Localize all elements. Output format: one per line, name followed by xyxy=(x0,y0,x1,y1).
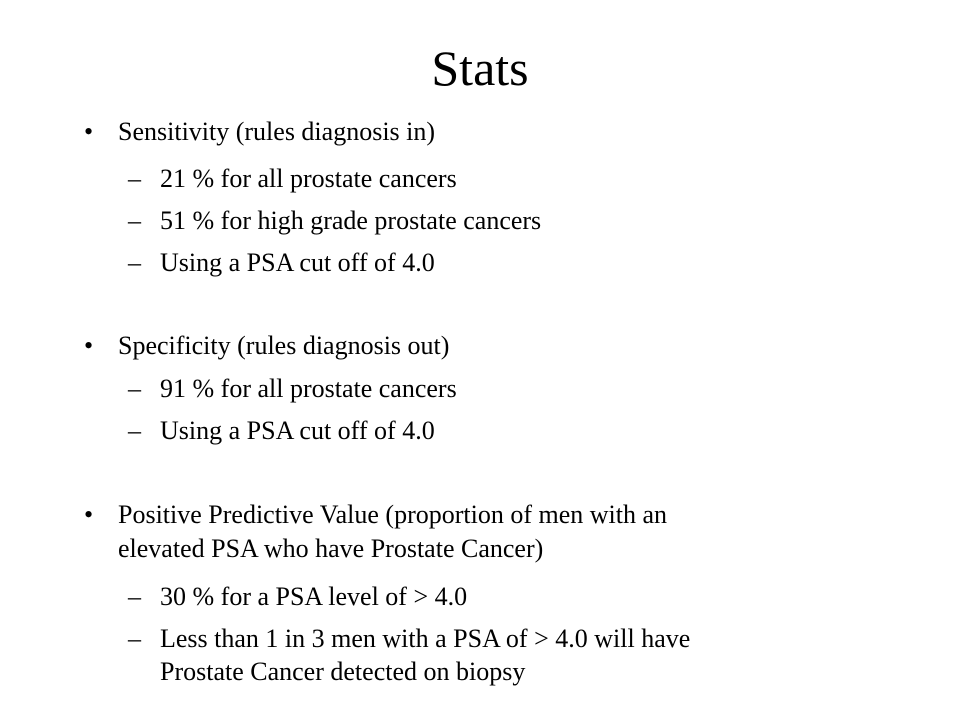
sub-bullet: 30 % for a PSA level of > 4.0 xyxy=(160,582,468,611)
sub-bullet: Using a PSA cut off of 4.0 xyxy=(160,248,435,277)
bullet-marker: • xyxy=(84,331,94,360)
bullet-specificity: Specificity (rules diagnosis out) xyxy=(118,331,450,360)
sub-bullet: 51 % for high grade prostate cancers xyxy=(160,206,542,235)
dash-marker: – xyxy=(128,206,141,235)
dash-marker: – xyxy=(128,248,141,277)
bullet-sensitivity: Sensitivity (rules diagnosis in) xyxy=(118,117,436,146)
dash-marker: – xyxy=(128,416,141,445)
sub-bullet-line2: Prostate Cancer detected on biopsy xyxy=(160,657,526,686)
sub-bullet: Using a PSA cut off of 4.0 xyxy=(160,416,435,445)
dash-marker: – xyxy=(128,624,141,653)
sub-bullet: 91 % for all prostate cancers xyxy=(160,374,457,403)
dash-marker: – xyxy=(128,374,141,403)
bullet-marker: • xyxy=(84,117,94,146)
bullet-marker: • xyxy=(84,500,94,529)
dash-marker: – xyxy=(128,582,141,611)
slide-title: Stats xyxy=(431,40,529,96)
bullet-ppv-line1: Positive Predictive Value (proportion of men with an xyxy=(118,500,668,529)
bullet-ppv-line2: elevated PSA who have Prostate Cancer) xyxy=(118,534,544,563)
sub-bullet: 21 % for all prostate cancers xyxy=(160,164,457,193)
dash-marker: – xyxy=(128,164,141,193)
sub-bullet-line1: Less than 1 in 3 men with a PSA of > 4.0 will have xyxy=(160,624,691,653)
